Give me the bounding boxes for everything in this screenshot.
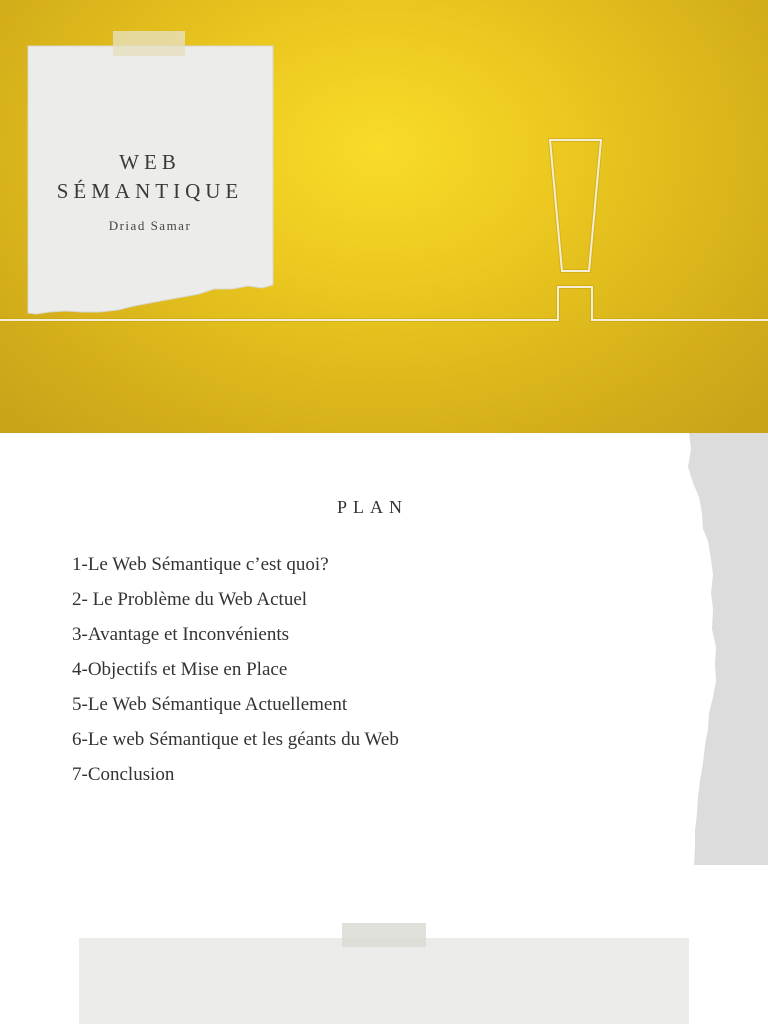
plan-item: 4-Objectifs et Mise en Place [72, 659, 288, 680]
title-line-2: SÉMANTIQUE [56, 179, 244, 203]
title-card-text [28, 148, 272, 234]
tape-strip-icon [113, 31, 185, 56]
plan-item: 5-Le Web Sémantique Actuellement [72, 694, 348, 715]
title-line-1: WEB [119, 150, 181, 174]
author-name: Driad Samar [108, 218, 192, 233]
exclamation-mark-outline-icon [550, 140, 601, 271]
cover-slide [0, 0, 768, 433]
plan-item: 2- Le Problème du Web Actuel [72, 589, 308, 610]
next-slide-partial [0, 865, 768, 1024]
plan-slide [0, 433, 768, 865]
paper-card [79, 938, 689, 1024]
plan-item: 3-Avantage et Inconvénients [72, 624, 290, 645]
tape-strip-icon [342, 923, 426, 947]
plan-list [72, 552, 399, 797]
plan-heading: PLAN [336, 497, 408, 517]
plan-item: 6-Le web Sémantique et les géants du Web [72, 729, 399, 750]
plan-item: 7-Conclusion [72, 764, 175, 785]
plan-item: 1-Le Web Sémantique c’est quoi? [72, 554, 329, 575]
